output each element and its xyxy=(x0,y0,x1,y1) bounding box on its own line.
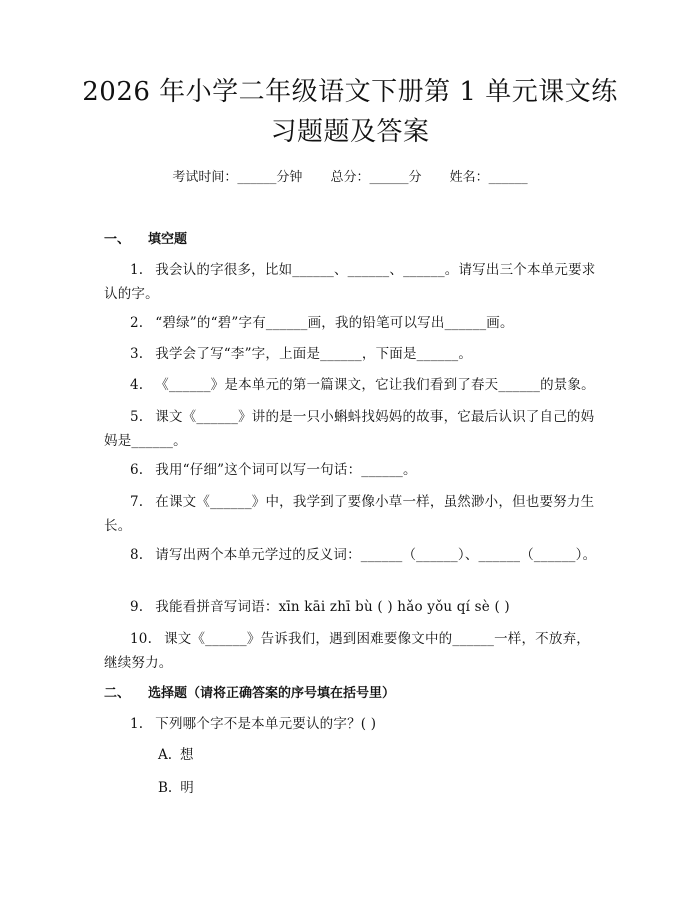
question-text: “碧绿”的“碧”字有______画，我的铅笔可以写出______画。 xyxy=(155,315,514,331)
question-number: 8. xyxy=(130,547,144,563)
exam-score: 总分：______分 xyxy=(330,170,422,185)
question-item xyxy=(104,311,600,335)
exam-time: 考试时间：______分钟 xyxy=(172,170,303,185)
option-label: A. xyxy=(158,747,173,763)
question-item xyxy=(104,712,600,736)
exam-meta xyxy=(0,168,700,188)
question-item xyxy=(104,490,600,538)
question-item xyxy=(104,405,600,453)
question-item xyxy=(104,342,600,366)
section-number: 一、 xyxy=(104,232,131,247)
question-number: 9. xyxy=(130,599,144,615)
question-number: 6. xyxy=(130,462,144,478)
option-text: 想 xyxy=(180,747,194,763)
choice-option-b xyxy=(158,778,194,798)
question-text: 在课文《______》中，我学到了要像小草一样，虽然渺小，但也要努力生长。 xyxy=(104,494,595,534)
section-title: 填空题 xyxy=(148,232,188,247)
question-item xyxy=(104,258,600,306)
choice-option-a xyxy=(158,745,194,765)
question-text: 我用“仔细”这个词可以写一句话：______。 xyxy=(155,462,417,478)
option-label: B. xyxy=(158,780,173,796)
question-item xyxy=(104,595,600,619)
section-title: 选择题（请将正确答案的序号填在括号里） xyxy=(148,686,396,701)
question-number: 10. xyxy=(130,631,153,647)
section-number: 二、 xyxy=(104,686,131,701)
question-text: 请写出两个本单元学过的反义词：______（______）、______（______）。 xyxy=(155,547,597,563)
section-heading-multiple-choice xyxy=(104,684,395,704)
question-text: 课文《______》讲的是一只小蝌蚪找妈妈的故事，它最后认识了自己的妈妈是______。 xyxy=(104,409,595,449)
exam-name: 姓名：______ xyxy=(449,170,528,185)
question-text: 《______》是本单元的第一篇课文，它让我们看到了春天______的景象。 xyxy=(155,377,595,393)
question-text: 课文《______》告诉我们，遇到困难要像文中的______一样，不放弃，继续努力。 xyxy=(104,631,590,671)
question-item xyxy=(104,627,600,675)
question-text: 我会认的字很多，比如______、______、______。请写出三个本单元要求认的字。 xyxy=(104,262,596,302)
question-number: 5. xyxy=(130,409,144,425)
question-text: 我能看拼音写词语：xīn kāi zhī bù ( ) hǎo yǒu qí sè ( ) xyxy=(155,599,510,615)
question-text: 下列哪个字不是本单元要认的字？( ) xyxy=(155,716,377,732)
document-title: 2026 年小学二年级语文下册第 1 单元课文练习题题及答案 xyxy=(82,77,618,147)
question-text: 我学会了写“李”字，上面是______，下面是______。 xyxy=(155,346,473,362)
question-item xyxy=(104,458,600,482)
question-item xyxy=(104,543,600,567)
question-number: 1. xyxy=(130,262,144,278)
question-number: 7. xyxy=(130,494,144,510)
question-number: 1. xyxy=(130,716,144,732)
question-number: 4. xyxy=(130,377,144,393)
question-number: 2. xyxy=(130,315,144,331)
question-item xyxy=(104,373,600,397)
option-text: 明 xyxy=(180,780,194,796)
section-heading-fill-in xyxy=(104,230,187,250)
question-number: 3. xyxy=(130,346,144,362)
